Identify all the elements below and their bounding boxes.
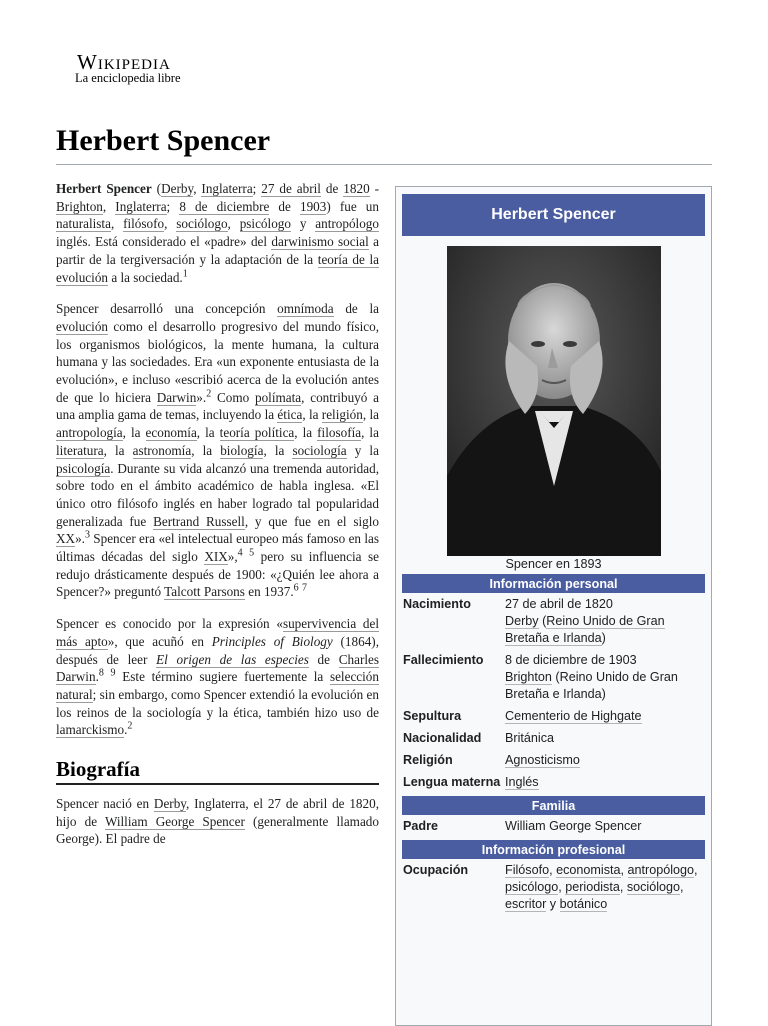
infobox-row: [402, 749, 705, 771]
bold-text: Herbert Spencer: [56, 181, 152, 196]
page-title: Herbert Spencer: [56, 124, 271, 157]
article-paragraph: [56, 795, 379, 848]
text-run: William George Spencer: [505, 819, 642, 833]
wiki-link[interactable]: filósofo: [123, 216, 165, 232]
wiki-link[interactable]: Inglés: [505, 775, 539, 789]
article-paragraph: [56, 615, 379, 739]
text-run: como el desarrollo progresivo del mundo físico, los organismos biológicos, la mente humana, la cultura humana y las sociedades. Era «un exponente entusiasta de la evolución», e incluso «escribió acerca de la evolución antes de que lo hiciera: [56, 318, 379, 405]
wiki-link[interactable]: evolución: [56, 318, 109, 334]
infobox-value: [505, 862, 705, 913]
text-run: de: [308, 651, 339, 667]
infobox-value: [505, 652, 705, 703]
citation-link[interactable]: 8: [98, 667, 104, 679]
text-run: ,: [558, 880, 566, 894]
text-run: », que acuñó en: [107, 633, 212, 649]
wiki-link[interactable]: selección natural: [56, 669, 379, 702]
infobox-value: [505, 730, 705, 747]
wiki-link[interactable]: Inglaterra: [201, 181, 253, 196]
infobox-row: [402, 705, 705, 727]
wiki-link[interactable]: William George Spencer: [104, 813, 245, 829]
text-run: Este término sugiere fuertemente la: [115, 669, 330, 685]
wiki-link[interactable]: sociólogo: [176, 216, 228, 232]
infobox-value: [505, 708, 705, 725]
text-run: y la: [346, 442, 379, 458]
text-run: de la: [333, 301, 379, 317]
wiki-link[interactable]: psicólogo: [239, 216, 291, 232]
text-run: -: [369, 181, 379, 196]
wiki-link[interactable]: filosofía: [317, 425, 362, 441]
text-run: a la sociedad.: [108, 269, 183, 285]
text-run: de: [269, 198, 300, 214]
wiki-link[interactable]: antropólogo: [315, 216, 379, 232]
wiki-link[interactable]: periodista: [565, 880, 620, 894]
wiki-link[interactable]: Darwin: [156, 389, 197, 405]
text-run: .: [124, 722, 128, 738]
text-run: , la: [103, 442, 133, 458]
wiki-link[interactable]: 8 de diciembre: [179, 198, 270, 214]
citation: [127, 721, 132, 732]
citation-link[interactable]: 9: [110, 667, 116, 679]
text-run: 27 de abril de 1820: [505, 597, 613, 611]
infobox-label: Religión: [403, 753, 453, 767]
wiki-link[interactable]: Charles Darwin: [56, 651, 380, 685]
wiki-link[interactable]: Derby: [161, 181, 194, 196]
wiki-link[interactable]: teoría política: [219, 425, 295, 441]
infobox: [395, 186, 712, 1026]
wiki-link[interactable]: economía: [145, 425, 197, 441]
text-run: ».: [75, 531, 85, 547]
text-run: ,: [694, 863, 698, 877]
article-paragraph: [56, 180, 379, 286]
citation-link[interactable]: 7: [301, 583, 307, 595]
infobox-row: [402, 815, 705, 837]
text-run: , la: [362, 407, 379, 423]
infobox-label: Fallecimiento: [403, 653, 484, 667]
wiki-link[interactable]: sociología: [292, 442, 347, 458]
wiki-link[interactable]: omnímoda: [277, 301, 334, 317]
citation-link[interactable]: 2: [206, 388, 212, 400]
infobox-label: Sepultura: [403, 709, 462, 723]
text-run: , la: [196, 425, 220, 441]
wiki-link[interactable]: Derby: [505, 614, 539, 628]
text-run: inglés. Está considerado el «padre» del: [56, 234, 272, 250]
text-run: , la: [122, 425, 146, 441]
citation-link[interactable]: 2: [127, 721, 133, 732]
infobox-value: [505, 596, 705, 647]
text-run: , Inglaterra, el 27 de abril de 1820, hijo de: [56, 795, 379, 829]
wiki-link[interactable]: Cementerio de Highgate: [505, 709, 642, 723]
infobox-row: [402, 593, 705, 649]
text-run: , la: [294, 425, 318, 441]
wiki-link[interactable]: economista: [556, 863, 621, 877]
text-run: , y que fue en el siglo: [244, 513, 379, 529]
wiki-link[interactable]: supervivencia del más apto: [56, 616, 379, 649]
text-run: ; sin embargo, como Spencer extendió la evolución en los reinos de la sociología y la ética, también hizo uso de: [56, 686, 379, 720]
text-run: . Durante su vida alcanzó una tremenda autoridad, sobre todo en el ámbito académico de habla inglesa. «El único otro filósofo inglés en haber logrado tal popularidad generalizada fue: [56, 460, 379, 529]
wiki-link[interactable]: religión: [321, 407, 363, 423]
text-run: ,: [110, 216, 124, 232]
infobox-value: [505, 752, 705, 769]
text-run: Spencer nació en: [56, 795, 154, 811]
section-heading: Biografía: [56, 761, 379, 785]
article-paragraph: [56, 300, 379, 601]
wiki-link[interactable]: polímata: [254, 389, 302, 405]
infobox-sections: [396, 574, 711, 915]
wiki-link[interactable]: botánico: [559, 897, 608, 911]
infobox-label: Nacionalidad: [403, 731, 482, 745]
citation: [238, 548, 243, 559]
text-run: Principles of Biology: [211, 633, 333, 649]
infobox-row: [402, 649, 705, 705]
portrait-caption: Spencer en 1893: [505, 557, 602, 571]
text-run: ,: [619, 880, 627, 894]
text-run: , la: [302, 407, 322, 423]
wiki-link[interactable]: darwinismo social: [271, 234, 369, 250]
wiki-link[interactable]: Brighton: [56, 198, 103, 214]
text-run: pero su influencia se redujo drásticamente después de 1900: «¿Quién lee ahora a Spencer?» preguntó: [56, 549, 380, 600]
wiki-link[interactable]: Reino Unido de Gran Bretaña e Irlanda: [505, 614, 665, 645]
wiki-link[interactable]: sociólogo: [626, 880, 681, 894]
infobox-label: Lengua materna: [403, 775, 501, 789]
text-run: 8 de diciembre de 1903: [505, 653, 637, 667]
text-run: y: [290, 216, 316, 232]
text-run: ,: [549, 863, 557, 877]
wiki-link[interactable]: Agnosticismo: [505, 753, 580, 767]
wiki-link[interactable]: 1903: [299, 198, 327, 214]
text-run: (: [151, 181, 162, 196]
text-run: , la: [263, 442, 293, 458]
text-run: ,: [227, 216, 240, 232]
text-run: y: [546, 897, 560, 911]
wiki-link[interactable]: Talcott Parsons: [164, 584, 245, 600]
wiki-link[interactable]: 27 de abril: [261, 181, 321, 196]
infobox-row: [402, 859, 705, 915]
citation-link[interactable]: 1: [182, 268, 188, 280]
wiki-link[interactable]: naturalista: [56, 216, 111, 232]
text-run: Británica: [505, 731, 554, 745]
text-run: ».: [196, 389, 207, 405]
text-run: (1864), después de leer: [56, 633, 379, 667]
wiki-link[interactable]: ética: [277, 407, 303, 423]
infobox-value: [505, 774, 705, 791]
wiki-link[interactable]: Inglaterra: [115, 198, 167, 214]
portrait-image: [447, 246, 661, 556]
wiki-link[interactable]: 1820: [343, 181, 370, 196]
text-run: ) fue un: [326, 198, 379, 214]
text-run: ,: [680, 880, 684, 894]
infobox-title: Herbert Spencer: [402, 194, 705, 236]
text-run: , contribuyó a una amplia gama de temas, incluyendo la: [56, 389, 379, 423]
article-body: [56, 180, 379, 862]
infobox-section-header: Información profesional: [402, 840, 705, 859]
citation: [183, 268, 188, 279]
text-run: Como: [211, 389, 255, 405]
wikipedia-wordmark[interactable]: Wikipedia: [77, 50, 171, 74]
citation: [294, 583, 299, 594]
wiki-link[interactable]: literatura: [56, 442, 104, 458]
wiki-link[interactable]: psicólogo: [505, 880, 559, 894]
text-run: »,: [227, 549, 238, 565]
text-run: (Reino Unido de Gran Bretaña e Irlanda): [505, 670, 678, 701]
text-run: [104, 669, 111, 684]
citation: [302, 583, 307, 594]
title-divider: [56, 164, 712, 165]
wiki-link[interactable]: antropología: [56, 425, 123, 441]
wiki-link[interactable]: astronomía: [132, 442, 192, 458]
text-run: ,: [193, 181, 202, 196]
wiki-link[interactable]: XX: [56, 531, 76, 547]
wiki-link[interactable]: Derby: [153, 795, 187, 811]
text-run: ,: [102, 198, 116, 214]
citation-link[interactable]: 6: [293, 583, 299, 595]
text-run: ): [601, 631, 606, 645]
wiki-link[interactable]: El origen de las especies: [156, 651, 309, 667]
text-run: .: [95, 669, 99, 685]
text-run: ;: [166, 198, 180, 214]
infobox-row: [402, 727, 705, 749]
text-run: , la: [361, 425, 379, 441]
wiki-link[interactable]: teoría de la evolución: [56, 251, 380, 285]
wiki-link[interactable]: Filósofo: [505, 863, 550, 877]
text-run: (generalmente llamado George). El padre de: [56, 813, 379, 847]
wiki-link[interactable]: escritor: [505, 897, 547, 911]
infobox-section-header: Información personal: [402, 574, 705, 593]
text-run: a partir de la tergiversación y la adaptación de la: [56, 234, 379, 267]
wiki-link[interactable]: Brighton: [505, 670, 552, 684]
citation-link[interactable]: 5: [249, 547, 255, 559]
citation-link[interactable]: 4: [237, 547, 243, 559]
portrait-photo[interactable]: [447, 246, 661, 556]
text-run: ,: [164, 216, 177, 232]
infobox-row: [402, 771, 705, 793]
wiki-link[interactable]: lamarckismo: [56, 722, 125, 738]
wiki-link[interactable]: psicología: [56, 460, 111, 476]
wikipedia-tagline: La enciclopedia libre: [75, 71, 181, 85]
infobox-label: Padre: [403, 819, 439, 833]
infobox-label: Ocupación: [403, 863, 469, 877]
text-run: Spencer era «el intelectual europeo más famoso en las últimas décadas del siglo: [56, 531, 379, 565]
wiki-link[interactable]: XIX: [204, 549, 228, 565]
infobox-section-header: Familia: [402, 796, 705, 815]
wiki-link[interactable]: Bertrand Russell: [153, 513, 245, 529]
text-run: en 1937.: [244, 584, 294, 600]
text-run: , la: [191, 442, 221, 458]
text-run: de: [320, 181, 344, 196]
text-run: Spencer es conocido por la expresión «: [56, 616, 283, 632]
text-run: Spencer desarrolló una concepción: [56, 301, 278, 317]
citation-link[interactable]: 3: [84, 529, 90, 541]
wiki-link[interactable]: biología: [220, 442, 264, 458]
text-run: (: [538, 614, 547, 628]
text-run: ,: [620, 863, 628, 877]
infobox-value: [505, 818, 705, 835]
text-run: ;: [252, 181, 262, 196]
wiki-link[interactable]: antropólogo: [627, 863, 695, 877]
infobox-label: Nacimiento: [403, 597, 471, 611]
